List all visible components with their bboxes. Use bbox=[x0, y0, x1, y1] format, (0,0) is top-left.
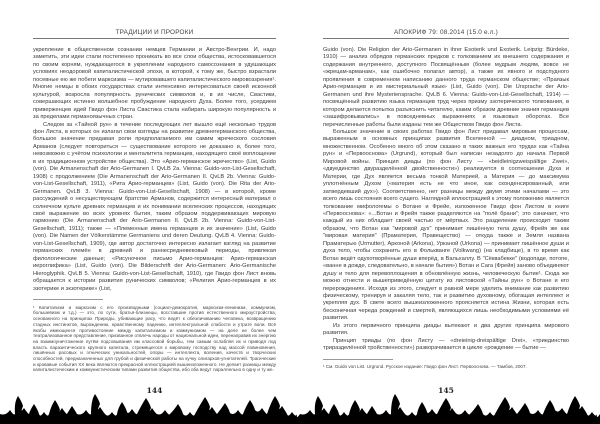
header-rule bbox=[323, 38, 569, 39]
running-head: АПОКРИФ 79: 08.2014 (15.0 е.л.) bbox=[393, 29, 498, 36]
footnote: ¹ См. Guido von List. Urgrund. Русское издание: Гвидо фон Лист. Первооснова. — Тамбов, 2007. bbox=[323, 364, 527, 370]
skyline-buildings bbox=[0, 394, 305, 424]
paragraph: Следом за «Тайной рун» в течение последующих лет вышло ещё несколько трудов фон Листа, в которых он излагал свои взгляды на развитие древнегерманского общества, большое значение придавая роли предполагаемого им самим жреческого сословия Арманов (следует повториться — существование которого не доказано и, более того, невозможно с учётом психологии и менталитета германцев, находящего своё воплощение в их традиционном устройстве общества). Это «Арио-германское жречество» (List, Guido (von). Die Armanenschaft der Ario-Germanen I. QvLB 2a. Vienna: Guido-von-List-Gesellschaft, 1908) с продолжением (Die Armanenschaft der Ario-Germanen II. QvLB 2b. Vienna: Guido-von-List-Gesellschaft, 1911), «Рита Арио-германцев» (List, Guido (von). Die Rita der Ario-Germanen. QvLB 3. Vienna: Guido-von-List-Gesellschaft, 1908) — в которой, кроме рассуждений о несуществующем братстве Арманов, содержится интересный материал о солнечном культе древних германцев и их понимании вселенских процессов, находящих своё выражение во всех уровнях бытия, таким образом поддерживающих мировую гармонию (Die Armanenschaft der Ario-Germanen II. QvLB 2b. Vienna: Guido-von-List-Gesellschaft, 1911); также — «Племенные имена германцев и их значение» (List, Guido (von). Die Namen der Völkerstämme Germaniens und deren Deutung. QvLB 4. Vienna: Guido-von-List-Gesellschaft, 1909), где автор достаточно интересно излагает взгляд на развитие германских племён в древний и раннесредневековый периоды, привлекая филологические данные; «Рисуночное письмо Арио-германцев: Арио-германская иероглифика» (List, Guido (von). Die Bilderschrift der Ario-Germanen: Ario-Germanische Hieroglyphik. QvLB 5. Vienna: Guido-von-List-Gesellschaft, 1910), где Гвидо фон Лист вновь обращается к истории развития рунических символов; «Религия Арио-германцев в их эзотерике и экзотерике» (List, bbox=[33, 121, 276, 292]
paragraph: Guido (von). Die Religion der Ario-Germanen in ihrer Esoterik und Exoterik. Leipzig: Bürdeke, 1910) — анализ обрядов германских предков с толкованием их внешнего содержания и содержания внутреннего, доступного Посвящённым (более мудрым людям, вовсе не «жрецам-арманам», как ошибочно полагал автор), а также их явного и подспудного проявления в современном написанию данного труда германском обществе; «Праязык Арио-германцев и их мистериальный язык» (List, Guido (von). Die Ursprache der Ario-Germanen und ihre Mysteriensprache. QvLB 6. Vienna: Guido-von-List-Gesellschaft, 1914) — посвящённый развитию языка германцев труд через призму эзотерического толкования, в котором делается попытка разъяснить читателю, каким образом древние знания германцев «зашифровывались» в повседневных выражениях и языковых оборотах. Все перечисленные работы были изданы тем же Обществом Гвидо фон Листа. bbox=[323, 47, 569, 128]
paragraph: Из этого первичного принципа диады вытекают и два других принципа мирового развития. bbox=[323, 322, 569, 337]
right-page bbox=[323, 0, 569, 424]
running-head: ТРАДИЦИИ И ПРОРОКИ bbox=[115, 29, 194, 36]
footnote-rule bbox=[323, 359, 393, 360]
paragraph: Принцип триады (по фон Листу — «dreieinig-dreispältige Drei», «триединство триразделённой тройственности») разворачивается в цикле «рождение — бытие — bbox=[323, 337, 569, 352]
city-skyline-silhouette bbox=[0, 388, 600, 424]
header-rule bbox=[33, 38, 276, 39]
skyline-buildings bbox=[300, 394, 600, 424]
left-page bbox=[33, 0, 276, 424]
page-body bbox=[33, 47, 276, 373]
paragraph: укрепление в общественном сознании немцев Германии и Австро-Венгрии. И, надо заметить, эти идеи стали постепенно проникать во все слои общества, истосковавшегося по своим корням, нуждающегося в укреплении народного самосознания в удушающих условиях неодоровой капиталистической эпохи, в которой, к тому же, быстро взрастали посевные ею же побеги марксизма — мутировавшего капиталистического мировоззрения¹. Многие немцы в обоих государствах стали интенсивно интересоваться своей исконной культурой, возросла популярность рунических символов и, в их числе, Свастики, совершающих истинно волшебное пробуждение народного Духа. Более того, усердием приверженцев идей Гвидо фон Листа Свастика стала набирать широкую популярность и за пределами германоязычных стран. bbox=[33, 47, 276, 121]
page-body bbox=[323, 47, 569, 370]
page-number: 144 bbox=[146, 386, 163, 395]
paragraph: Большое значение в своих работах Гвидо фон Лист придавал мировым процессам, выраженным в основных принципах развития Вселенной — диадном, триадном, множественном. Особенно много об этом сказано в таких важных его трудах как «Тайна рун» и «Первооснова» (Urgrund), который был написан незадолго до начала Первой Мировой войны. Принцип диады (по фон Листу — «beidleinigzweispältige Zwei», «двуединство двуразделённой двойственности») реализуется в соотношении Духа и Материи, где Дух является весьма тонкой Материей, а Материя — до максимума уплотнённым Духом («материя есть не что иное, как сконденсированный, или затвердевший дух»). Соответственно, нет разницы между двумя этими началами — это всего лишь состояния всего сущего. Наглядной иллюстрацией к этому положению является толкование мифологемы о Вотане и Фрейе, изложенное Гвидо фон Листом в книге «Первооснова»: «...Вотан и Фрейя также разделяются на "полё брани"; это означает, что каждый из них обладает своей частью от мёртвых. Это разделение происходит таким образом, что Вотан как "мировой дух" принимает лишённую тела душу, Фрейя же как "мировая материя" (Праматерия, Правещество) — откуда также и Земля названа Праматерью (Urmutter), Арконой (Arkona), Урканой (Urkona) — принимает лишённое души и духа тело, чтобы сохранить его в Фолькванге (Volkwang) (на кладбище), в то время как Вотан ведёт одухотворённые души вперёд, в Вальхаллу. В "Сёквабекке" (водопаде, потопе, «ванне в дожде, следовательно, в начале бытия») Вотан и Сага (Фрейя) заново объединяют душу и тело для перевоплощения в обновлённую жизнь, человеческую бытие¹. Сюда же можно отнести и вышеприведённую цитату из листовской «Тайны рун» о Вотане и его перерождениях. Исходя из этого, следует в равной мере уделить внимание как развитию физическому, тренируя и закаляя тело, так и развитию духовному, обогащая интеллект и укрепляя дух. В свете всего вышеизложенного проясняется истина Жизни, которая есть бесконечная череда рождений и смертей, являющихся лишь необходимыми условиями её развития. bbox=[323, 128, 569, 322]
footnote: ¹ Капитализм и марксизм с его производными (социал-демократия, марксизм-ленинизм, коммунизм, большевизм и т.д.) — это, по сути, братья-близнецы, восставшие против естественного мироустройства, основанного на принципах Природы, убивающие расу, что ведёт к обезличиванию человека, возвращению стадных инстинктов, вырождению, нравственному падению, интеллектуальной слабости и утрате воли. Всё якобы имеющееся противостояние между капитализмом и коммунизмом — на деле не более чем театрализованное представление, призванное отвлечь народы от национальной идеи, перенаправив их энергию на взаимоуничтожение путём подсовывания им классовой борьбы, тем самым ослабляя их и приводя под власть паразитического крупного капитала, стремящегося к мировому господству над массой повиновения, лишённых расовых и этнических уникальностей, опоры — интеллекта, воления, качеств и творческих способностей, предназначенных для грубой и физической работы на кучку олигархов-угнетателей. Трагические и кровавые события XX века являются прекрасной иллюстрацией вышеизложенного. Не делает разницы между капиталистическим и коммунистическим типами развития общества, ибо оба ведут параллельно в одну и ту же. bbox=[33, 304, 276, 373]
footnote-rule bbox=[33, 299, 103, 300]
page-number: 145 bbox=[438, 386, 454, 395]
